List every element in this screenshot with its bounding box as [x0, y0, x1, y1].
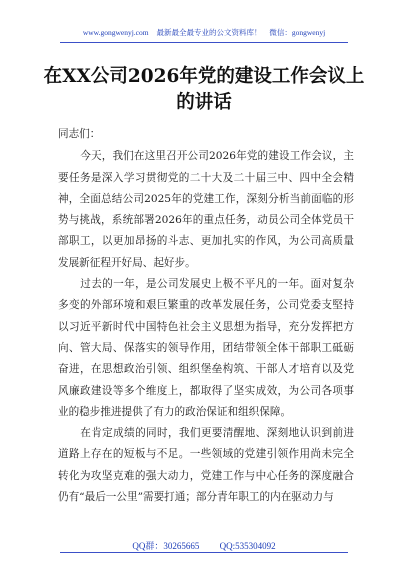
header-slogan: 最新最全最专业的公文资料库！ — [156, 28, 262, 37]
footer-divider — [60, 552, 348, 553]
footer-qq: QQ:535304092 — [219, 541, 276, 551]
footer-qq-group: QQ群：30265665 — [132, 541, 200, 551]
header-website-link[interactable]: www.gongwenyj.com — [82, 28, 149, 37]
paragraph-2: 过去的一年，是公司发展史上极不平凡的一年。面对复杂多变的外部环境和艰巨繁重的改革发展任务，公司党委支堅持以习近平新时代中国特色社会主义思想为指导，充分发挥把方向、管大局、保落实的领导作用，团结带领全体干部职工砥砺奋进，在思想政治引领、组织堡垒构筑、干部人才培育以及党风廉政建设等多个维度上，都取得了坚实成效，为公司各项事业的稳步推进提供了有力的政治保证和组织保障。 — [58, 278, 354, 418]
title-line-1: 在XX公司2026年党的建设工作会议上 — [43, 66, 365, 87]
header-divider — [60, 42, 348, 43]
paragraph-3: 在肯定成绩的同时，我们更要清醒地、深刻地认识到前进道路上存在的短板与不足。一些领域的党建引领作用尚未完全转化为攻坚克难的强大动力，党建工作与中心任务的深度融合仍有“最后一公里”需要打通；部分青年职工的内在驱动力与 — [58, 427, 354, 504]
salutation: 同志们： — [58, 128, 101, 140]
document-title — [40, 64, 368, 116]
footer-bar — [0, 540, 408, 552]
document-body — [58, 124, 354, 508]
header-wechat: 微信：gongwenyj — [269, 28, 326, 37]
paragraph-1: 今天，我们在这里召开公司2026年党的建设工作会议，主要任务是深入学习贯彻党的二十大及二十届三中、四中全会精神，全面总结公司2025年的党建工作，深刻分析当前面临的形势与挑战，系统部署2026年的重点任务，动员公司全体党员干部职工，以更加昂扬的斗志、更加扎实的作风，为公司高质量发展新征程开好局、起好步。 — [58, 150, 354, 269]
header-bar — [0, 28, 408, 38]
title-line-2: 的讲话 — [176, 92, 232, 113]
